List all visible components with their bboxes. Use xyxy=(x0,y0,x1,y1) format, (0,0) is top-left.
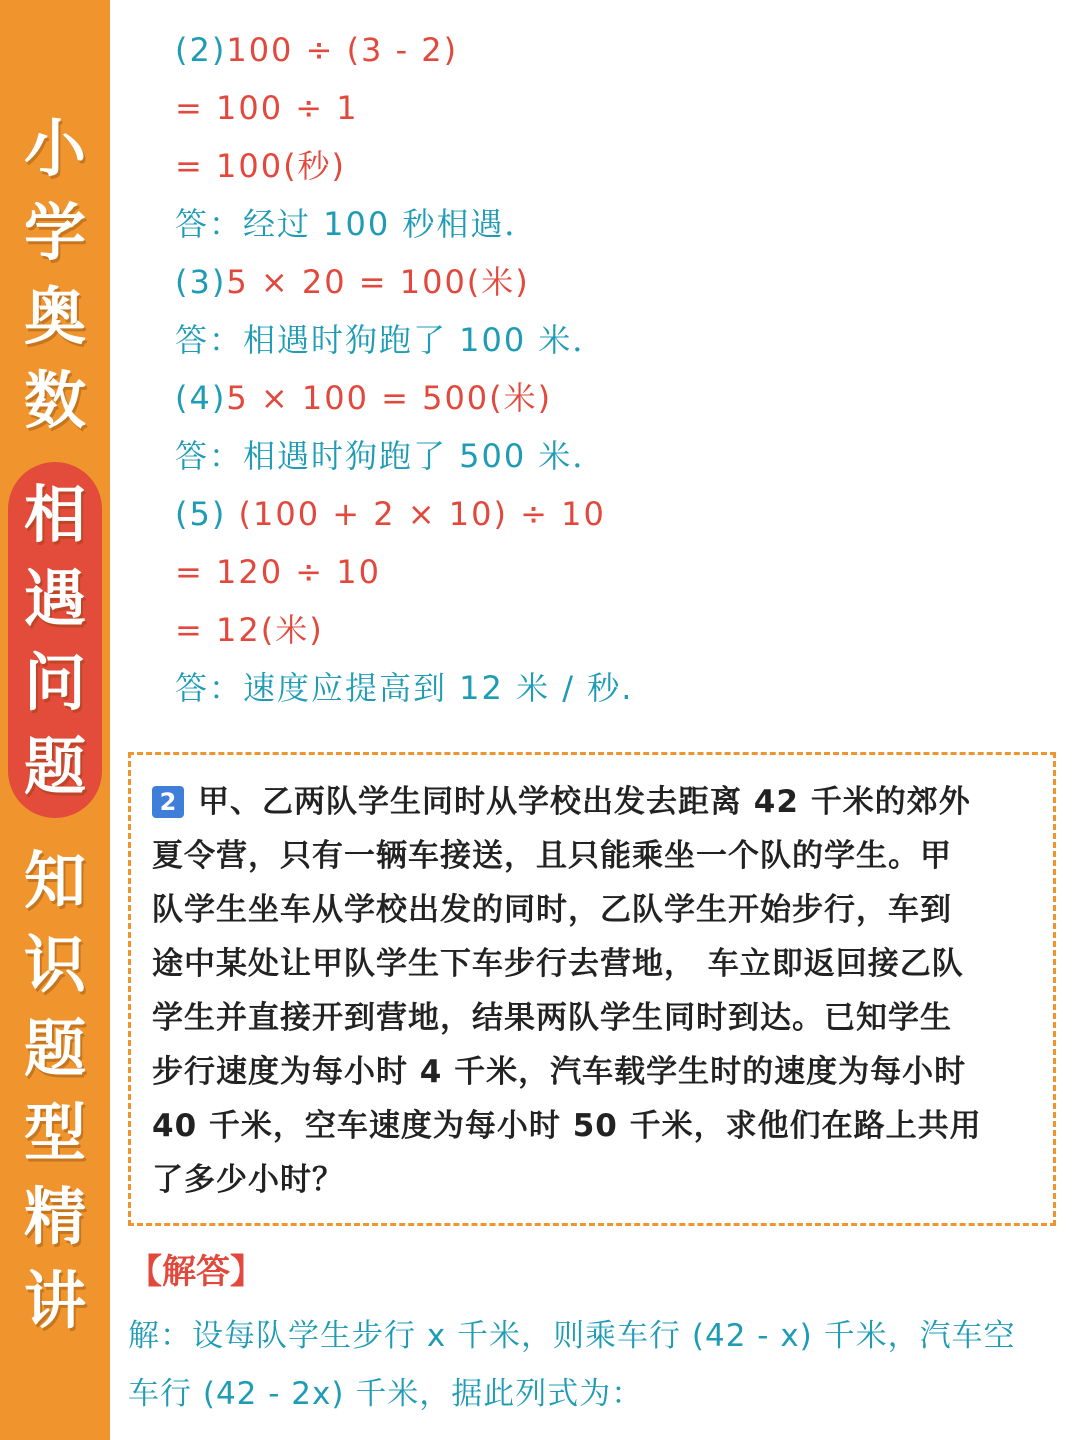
answer-line xyxy=(175,610,324,650)
line-prefix: 答：经过 100 秒相遇． xyxy=(175,205,539,243)
line-body: (100 + 2 × 10) ÷ 10 xyxy=(238,495,606,533)
answer-line xyxy=(175,262,530,302)
problem-line: 夏令营，只有一辆车接送，且只能乘坐一个队的学生。甲 xyxy=(152,838,952,874)
solution-heading: 【解答】 xyxy=(128,1252,264,1292)
answer-line xyxy=(175,320,606,360)
problem-line: 队学生坐车从学校出发的同时，乙队学生开始步行，车到 xyxy=(152,892,952,928)
line-prefix: (4) xyxy=(175,379,227,417)
line-prefix: (5) xyxy=(175,495,239,533)
line-body: 100 ÷ (3 - 2) xyxy=(226,31,459,69)
banner-char: 数 xyxy=(23,364,86,437)
solution-line: 车行 (42 - 2x) 千米，据此列式为： xyxy=(128,1376,644,1412)
line-body: = 100(秒) xyxy=(175,147,347,185)
problem-line: 40 千米，空车速度为每小时 50 千米，求他们在路上共用 xyxy=(152,1108,982,1144)
banner-char: 精 xyxy=(23,1180,86,1253)
problem-box xyxy=(128,752,1056,1226)
banner-char: 题 xyxy=(23,1012,86,1085)
answer-line xyxy=(175,494,606,534)
line-body: = 120 ÷ 10 xyxy=(175,553,381,591)
banner-char: 识 xyxy=(23,928,86,1001)
answer-line xyxy=(175,436,606,476)
line-prefix: 答：相遇时狗跑了 500 米． xyxy=(175,437,607,475)
answer-line xyxy=(175,88,359,128)
banner-char: 题 xyxy=(23,730,86,803)
banner-char: 知 xyxy=(23,844,86,917)
problem-line: 甲、乙两队学生同时从学校出发去距离 42 千米的郊外 xyxy=(198,784,971,820)
banner-char: 型 xyxy=(23,1096,86,1169)
line-prefix: 答：相遇时狗跑了 100 米． xyxy=(175,321,607,359)
banner-char: 相 xyxy=(23,478,86,551)
problem-line: 了多少小时？ xyxy=(152,1162,344,1198)
answer-line xyxy=(175,204,538,244)
answer-line xyxy=(175,378,552,418)
line-body: = 100 ÷ 1 xyxy=(175,89,359,127)
banner-char: 遇 xyxy=(23,562,86,635)
problem-line: 步行速度为每小时 4 千米，汽车载学生时的速度为每小时 xyxy=(152,1054,967,1090)
banner-char: 学 xyxy=(23,196,86,269)
line-prefix: (3) xyxy=(175,263,227,301)
banner-char: 奥 xyxy=(23,280,86,353)
line-body: 5 × 100 = 500(米) xyxy=(226,379,553,417)
side-banner xyxy=(0,0,110,1440)
line-prefix: (2) xyxy=(175,31,227,69)
line-body: 5 × 20 = 100(米) xyxy=(226,263,530,301)
line-prefix: 答：速度应提高到 12 米 / 秒. xyxy=(175,669,634,707)
banner-char: 小 xyxy=(23,112,86,185)
problem-number-badge: 2 xyxy=(152,786,184,818)
answer-line xyxy=(175,30,458,70)
line-body: = 12(米) xyxy=(175,611,324,649)
problem-line: 途中某处让甲队学生下车步行去营地， 车立即返回接乙队 xyxy=(152,946,964,982)
answer-line xyxy=(175,668,633,708)
answer-line xyxy=(175,552,381,592)
answer-line xyxy=(175,146,346,186)
solution-line: 解：设每队学生步行 x 千米，则乘车行 (42 - x) 千米，汽车空 xyxy=(128,1318,1016,1354)
banner-char: 问 xyxy=(23,646,86,719)
banner-char: 讲 xyxy=(23,1264,86,1337)
problem-line: 学生并直接开到营地，结果两队学生同时到达。已知学生 xyxy=(152,1000,952,1036)
